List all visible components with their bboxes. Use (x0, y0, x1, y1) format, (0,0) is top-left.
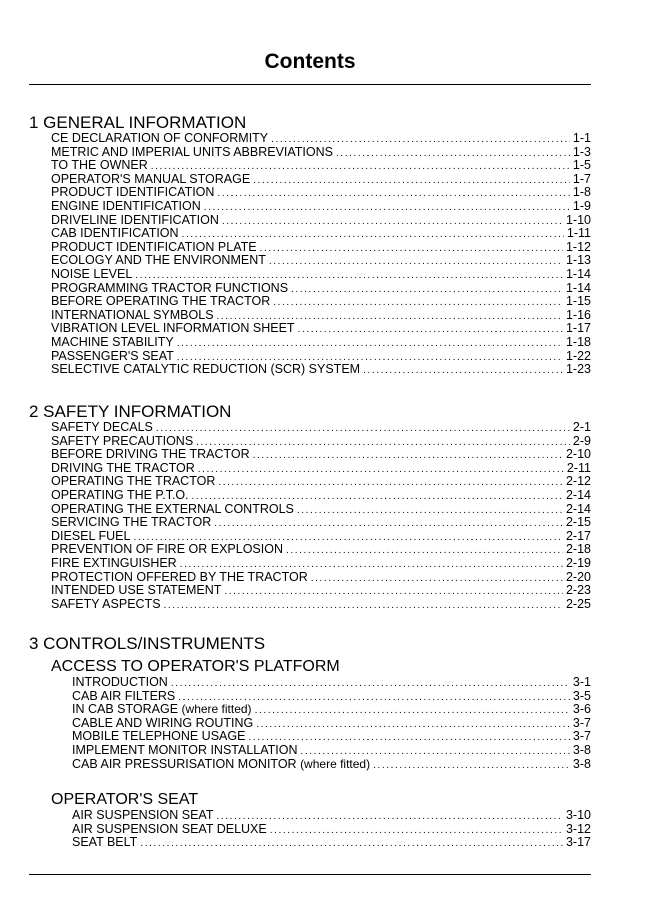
toc-entry[interactable] (72, 730, 591, 744)
toc-entry-title: PROTECTION OFFERED BY THE TRACTOR (51, 569, 308, 584)
dot-leader (196, 436, 570, 450)
toc-page-number: 1-12 (565, 239, 591, 254)
dot-leader (218, 476, 563, 490)
toc-entry-label (51, 448, 250, 462)
section-heading: 1 GENERAL INFORMATION (29, 113, 247, 132)
toc-entry-title: PRODUCT IDENTIFICATION (51, 185, 215, 200)
toc-entry-label (51, 462, 195, 476)
toc-entry-note: (where fitted) (181, 702, 252, 717)
dot-leader (224, 585, 563, 599)
toc-entry-title: IN CAB STORAGE (72, 702, 179, 717)
toc-page-number: 1-3 (572, 144, 591, 159)
toc-page-number: 3-12 (565, 821, 591, 836)
toc-entry[interactable] (51, 462, 591, 476)
toc-entry-label (51, 295, 270, 309)
toc-entry-title: SELECTIVE CATALYTIC REDUCTION (SCR) SYSTEM (51, 362, 361, 377)
toc-page-number: 2-1 (572, 420, 591, 434)
toc-page-number: 2-14 (565, 487, 591, 502)
toc-page-number: 2-18 (565, 542, 591, 557)
toc-page-number: 1-5 (572, 158, 591, 173)
dot-leader (291, 283, 563, 297)
toc-entry-label (51, 200, 201, 214)
toc-entry-title: PASSENGER'S SEAT (51, 348, 174, 363)
toc-entry-title: VIBRATION LEVEL INFORMATION SHEET (51, 321, 295, 336)
toc-entry-label (72, 690, 175, 704)
toc-entry[interactable] (51, 282, 591, 296)
toc-entry-label (72, 744, 298, 758)
toc-entry-title: SAFETY DECALS (51, 420, 153, 434)
toc-entry-label (51, 309, 214, 323)
toc-entry-label (51, 489, 189, 503)
toc-entry-title: AIR SUSPENSION SEAT (72, 808, 214, 823)
toc-page-number: 1-13 (565, 253, 591, 268)
toc-page-number: 1-1 (572, 131, 591, 145)
dot-leader (260, 242, 563, 256)
toc-entry-label (51, 350, 174, 364)
toc-entry-title: OPERATING THE P.T.O. (51, 487, 189, 502)
toc-entry[interactable] (51, 146, 591, 160)
dot-leader (140, 837, 563, 851)
toc-entry-label (51, 584, 221, 598)
toc-entry[interactable] (72, 823, 591, 837)
section-general-information (29, 113, 591, 377)
toc-entry[interactable] (51, 421, 591, 435)
toc-entry-label (72, 703, 252, 717)
toc-entry-title: METRIC AND IMPERIAL UNITS ABBREVIATIONS (51, 144, 333, 159)
dot-leader (222, 215, 563, 229)
toc-entry-title: CE DECLARATION OF CONFORMITY (51, 131, 269, 145)
toc-entry-label (51, 282, 288, 296)
toc-entry[interactable] (51, 448, 591, 462)
toc-entry[interactable] (51, 241, 591, 255)
top-divider (29, 84, 591, 85)
toc-entry[interactable] (51, 268, 591, 282)
toc-entry[interactable] (51, 435, 591, 449)
toc-entry-label (72, 823, 267, 837)
toc-entry-title: MOBILE TELEPHONE USAGE (72, 729, 246, 744)
toc-entry-label (51, 336, 174, 350)
toc-page-number: 1-7 (572, 171, 591, 186)
toc-entry[interactable] (51, 214, 591, 228)
toc-entry-list (51, 676, 591, 771)
dot-leader (198, 463, 564, 477)
toc-entry-title: DIESEL FUEL (51, 528, 131, 543)
toc-entry-label (51, 268, 132, 282)
toc-entry-list (29, 132, 591, 377)
toc-entry-label (51, 571, 308, 585)
toc-page-number: 1-10 (565, 212, 591, 227)
toc-entry-title: SAFETY PRECAUTIONS (51, 433, 194, 448)
toc-entry[interactable] (72, 758, 591, 772)
toc-entry-title: INTRODUCTION (72, 675, 168, 689)
toc-entry[interactable] (51, 363, 591, 377)
toc-entry-title: OPERATOR'S MANUAL STORAGE (51, 171, 251, 186)
toc-entry-title: BEFORE DRIVING THE TRACTOR (51, 447, 250, 462)
toc-entry-title: INTENDED USE STATEMENT (51, 583, 222, 598)
toc-page-number: 1-9 (572, 198, 591, 213)
toc-entry-label (51, 435, 193, 449)
toc-entry-label (51, 530, 130, 544)
toc-entry-label (72, 809, 213, 823)
toc-page-number: 2-17 (565, 528, 591, 543)
toc-entry[interactable] (72, 703, 591, 717)
toc-entry-title: AIR SUSPENSION SEAT DELUXE (72, 821, 267, 836)
toc-page-number: 2-20 (565, 569, 591, 584)
toc-page-number: 2-14 (565, 501, 591, 516)
toc-entry[interactable] (51, 132, 591, 146)
toc-page-number: 2-25 (565, 596, 591, 611)
toc-entry-title: SERVICING THE TRACTOR (51, 515, 212, 530)
toc-entry[interactable] (72, 809, 591, 823)
toc-page-number: 1-16 (565, 307, 591, 322)
toc-entry-title: CAB IDENTIFICATION (51, 226, 179, 241)
dot-leader (273, 296, 563, 310)
toc-entry-list (29, 421, 591, 611)
toc-entry[interactable] (51, 159, 591, 173)
toc-page-number: 2-12 (565, 474, 591, 489)
toc-page-number: 1-8 (572, 185, 591, 200)
toc-entry-title: CAB AIR PRESSURISATION MONITOR (72, 756, 297, 771)
toc-entry-title: BEFORE OPERATING THE TRACTOR (51, 294, 271, 309)
toc-entry-title: PROGRAMMING TRACTOR FUNCTIONS (51, 280, 289, 295)
toc-page-number: 1-14 (565, 266, 591, 281)
subsection-heading: ACCESS TO OPERATOR'S PLATFORM (51, 658, 340, 675)
dot-leader (298, 323, 563, 337)
toc-entry-label (51, 159, 148, 173)
toc-page-number: 2-11 (566, 460, 591, 475)
toc-page-number: 3-7 (572, 729, 591, 744)
toc-entry-label (51, 214, 219, 228)
toc-entry-label (51, 254, 266, 268)
toc-entry[interactable] (51, 530, 591, 544)
toc-entry-title: SAFETY ASPECTS (51, 596, 161, 611)
dot-leader (255, 704, 570, 718)
toc-entry-label (51, 227, 179, 241)
toc-entry[interactable] (51, 543, 591, 557)
toc-entry-label (51, 503, 294, 517)
toc-page-number: 1-11 (566, 226, 591, 241)
toc-page-number: 2-23 (565, 583, 591, 598)
toc-page-number: 1-14 (565, 280, 591, 295)
toc-entry-title: ECOLOGY AND THE ENVIRONMENT (51, 253, 266, 268)
toc-entry-label (51, 132, 268, 146)
dot-leader (253, 174, 570, 188)
subsection-operators-seat (51, 791, 591, 850)
toc-entry-label (51, 475, 215, 489)
toc-entry-title: DRIVING THE TRACTOR (51, 460, 195, 475)
page-title: Contents (264, 50, 356, 73)
toc-entry-label (51, 598, 161, 612)
toc-entry[interactable] (51, 173, 591, 187)
dot-leader (214, 517, 563, 531)
bottom-divider (29, 874, 591, 875)
dot-leader (336, 147, 570, 161)
toc-entry[interactable] (72, 676, 591, 690)
toc-entry-title: TO THE OWNER (51, 158, 148, 173)
toc-page-number: 3-7 (572, 715, 591, 730)
toc-entry[interactable] (51, 186, 591, 200)
toc-entry-title: OPERATING THE EXTERNAL CONTROLS (51, 501, 294, 516)
toc-page-number: 1-22 (565, 348, 591, 363)
toc-page-number: 1-23 (565, 362, 591, 377)
toc-entry[interactable] (51, 336, 591, 350)
toc-entry[interactable] (51, 309, 591, 323)
dot-leader (253, 449, 563, 463)
toc-entry-label (51, 557, 177, 571)
toc-entry-label (51, 241, 257, 255)
toc-entry[interactable] (51, 254, 591, 268)
dot-leader (311, 572, 563, 586)
toc-entry-title: ENGINE IDENTIFICATION (51, 198, 201, 213)
dot-leader (204, 201, 570, 215)
toc-entry[interactable] (51, 322, 591, 336)
dot-leader (177, 337, 563, 351)
toc-page-number: 1-18 (565, 334, 591, 349)
toc-entry-title: OPERATING THE TRACTOR (51, 474, 216, 489)
toc-entry-title: CAB AIR FILTERS (72, 688, 176, 703)
toc-entry-label (51, 516, 211, 530)
toc-page-number: 3-8 (572, 756, 591, 771)
subsection-access-platform (51, 658, 591, 771)
toc-entry-label (51, 173, 250, 187)
toc-page-number: 2-15 (565, 515, 591, 530)
toc-page-number: 3-6 (572, 702, 591, 717)
toc-entry[interactable] (51, 227, 591, 241)
toc-entry-label (51, 363, 360, 377)
dot-leader (269, 255, 563, 269)
dot-leader (256, 718, 570, 732)
toc-entry-title: INTERNATIONAL SYMBOLS (51, 307, 214, 322)
toc-entry-title: SEAT BELT (72, 835, 138, 850)
toc-entry-label (51, 322, 295, 336)
toc-entry-title: NOISE LEVEL (51, 266, 133, 281)
toc-entry-label (51, 421, 153, 435)
toc-entry-label (72, 730, 245, 744)
toc-entry-title: DRIVELINE IDENTIFICATION (51, 212, 219, 227)
toc-entry-note: (where fitted) (300, 756, 371, 771)
subsection-heading: OPERATOR'S SEAT (51, 791, 199, 809)
toc-entry[interactable] (72, 744, 591, 758)
toc-page-number: 3-10 (565, 808, 591, 823)
toc-entry-label (72, 676, 168, 690)
toc-entry[interactable] (51, 475, 591, 489)
toc-entry-label (72, 717, 253, 731)
toc-entry[interactable] (51, 598, 591, 612)
toc-entry-label (51, 543, 283, 557)
section-controls-instruments (29, 634, 591, 850)
toc-entry-title: FIRE EXTINGUISHER (51, 555, 177, 570)
dot-leader (156, 422, 570, 436)
toc-entry[interactable] (51, 557, 591, 571)
toc-entry-label (51, 186, 214, 200)
toc-page-number: 3-5 (572, 688, 591, 703)
toc-entry[interactable] (72, 717, 591, 731)
section-heading: 3 CONTROLS/INSTRUMENTS (29, 634, 266, 653)
toc-page-number: 3-1 (572, 675, 591, 689)
dot-leader (217, 187, 569, 201)
dot-leader (286, 544, 563, 558)
toc-page-number: 2-19 (565, 555, 591, 570)
toc-entry[interactable] (51, 571, 591, 585)
toc-page-number: 2-9 (572, 433, 591, 448)
toc-entry[interactable] (72, 690, 591, 704)
dot-leader (297, 504, 563, 518)
section-heading: 2 SAFETY INFORMATION (29, 402, 232, 421)
toc-entry[interactable] (51, 350, 591, 364)
toc-page-number: 3-17 (565, 835, 591, 850)
toc-entry[interactable] (51, 516, 591, 530)
toc-entry-label (72, 758, 370, 772)
toc-entry-title: CABLE AND WIRING ROUTING (72, 715, 254, 730)
toc-page-number: 1-17 (565, 321, 591, 336)
toc-page-number: 1-15 (565, 294, 591, 309)
toc-entry-title: IMPLEMENT MONITOR INSTALLATION (72, 742, 298, 757)
dot-leader (363, 364, 563, 378)
toc-entry-title: MACHINE STABILITY (51, 334, 174, 349)
toc-entry[interactable] (72, 836, 591, 850)
toc-entry-label (72, 836, 137, 850)
toc-entry[interactable] (51, 489, 591, 503)
toc-entry[interactable] (51, 200, 591, 214)
toc-entry-label (51, 146, 333, 160)
dot-leader (164, 599, 563, 613)
toc-entry-title: PREVENTION OF FIRE OR EXPLOSION (51, 542, 283, 557)
toc-entry-list (51, 809, 591, 850)
dot-leader (373, 759, 570, 773)
toc-entry[interactable] (51, 295, 591, 309)
toc-entry[interactable] (51, 584, 591, 598)
toc-entry-title: PRODUCT IDENTIFICATION PLATE (51, 239, 257, 254)
toc-page-number: 2-10 (565, 447, 591, 462)
toc-entry[interactable] (51, 503, 591, 517)
dot-leader (171, 677, 570, 691)
section-safety-information (29, 402, 591, 611)
toc-page-number: 3-8 (572, 742, 591, 757)
dot-leader (216, 810, 563, 824)
dot-leader (270, 824, 563, 838)
